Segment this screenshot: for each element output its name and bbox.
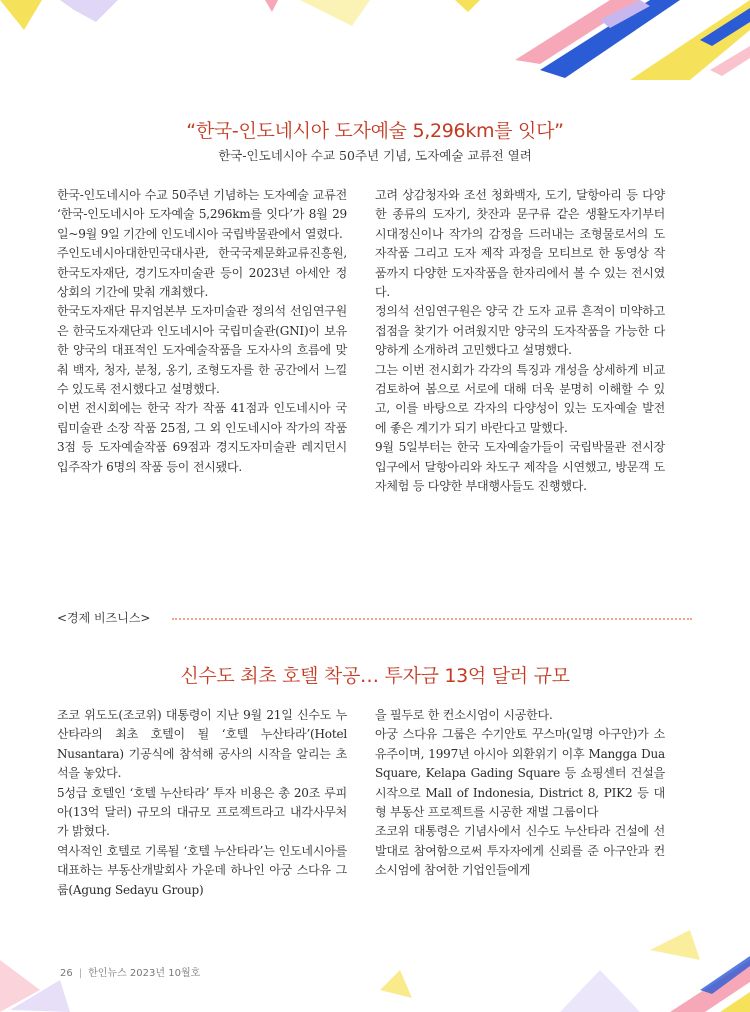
paragraph: 정의석 선임연구원은 양국 간 도자 교류 흔적이 미약하고 접점을 찾기가 어려웠지만 양국의 도자작품을 가능한 다양하게 소개하려 고민했다고 설명했다. (375, 304, 665, 358)
paragraph: 그는 이번 전시회가 각각의 특징과 개성을 상세하게 비교 검토하여 봄으로 서로에 대해 더욱 분명히 이해할 수 있고, 이를 바탕으로 각자의 다양성이 있는 도자예술 발전에 좋은 계기가 되기 바란다고 말했다. (375, 362, 665, 435)
paragraph: 조코위 대통령은 기념사에서 신수도 누산타라 건설에 선발대로 참여함으로써 투자자에게 신뢰를 준 아구안과 컨소시엄에 참여한 기업인들에게 (375, 824, 665, 878)
paragraph: 이번 전시회에는 한국 작가 작품 41점과 인도네시아 국립미술관 소장 작품 25점, 그 외 인도네시아 작가의 작품 3점 등 도자예술작품 69점과 경지도자미술관 레지던시 입주작가 6명의 작품 등이 전시됐다. (57, 401, 347, 474)
article-headline: “한국-인도네시아 도자예술 5,296km를 잇다” (186, 120, 564, 142)
paragraph: 아궁 스다유 그룹은 수기안토 꾸스마(일명 아구안)가 소유주이며, 1997년 아시아 외환위기 이후 Mangga Dua Square, Kelapa Gading Square 등 쇼핑센터 건설을 시작으로 Mall of Indonesia, District 8, PIK2 등 대형 부동산 프로젝트를 시공한 재벌 그룹이다 (375, 727, 665, 820)
paragraph: 한국-인도네시아 수교 50주년 기념하는 도자예술 교류전 ‘한국-인도네시아 도자예술 5,296km를 잇다’가 8월 29일~9월 9일 기간에 인도네시아 국립박물관에서 열렸다. (57, 188, 347, 241)
publication-name: 한인뉴스 2023년 10월호 (88, 968, 201, 979)
paragraph: 5성급 호텔인 ‘호텔 누산타라’ 투자 비용은 총 20조 루피아(13억 달러) 규모의 대규모 프로젝트라고 내각사무처가 밝혔다. (57, 785, 347, 839)
article-left-column (57, 186, 347, 477)
footer-separator: | (78, 968, 83, 979)
paragraph: 조코 위도도(조코위) 대통령이 지난 9월 21일 신수도 누산타라의 최초 호텔이 될 ‘호텔 누산타라’(Hotel Nusantara) 기공식에 참석해 공사의 시작을 알리는 초석을 놓았다. (57, 708, 347, 781)
paragraph: 한국도자재단 뮤지엄본부 도자미술관 정의석 선임연구원은 한국도자재단과 인도네시아 국립미술관(GNI)이 보유한 양국의 대표적인 도자예술작품을 도자사의 흐름에 맞춰 백자, 청자, 분청, 옹기, 조형도자를 한 공간에서 느낄 수 있도록 전시했다고 설명했다. (57, 304, 347, 397)
paragraph: 고려 상감청자와 조선 청화백자, 도기, 달항아리 등 다양한 종류의 도자기, 찻잔과 문구류 같은 생활도자기부터 시대정신이나 작가의 감정을 드러내는 조형물로서의 도자작품 그리고 도자 제작 과정을 모티브로 한 동영상 작품까지 다양한 도자작품을 한자리에서 볼 수 있는 전시였다. (375, 188, 665, 300)
paragraph: 을 필두로 한 컨소시엄이 시공한다. (375, 708, 553, 722)
article-right-column (375, 186, 665, 497)
article-subheadline: 한국-인도네시아 수교 50주년 기념, 도자예술 교류전 열려 (218, 148, 532, 163)
page-footer (60, 964, 200, 979)
top-decoration (0, 0, 750, 90)
section-divider (172, 618, 692, 620)
article-right-column (375, 706, 665, 881)
article-left-column (57, 706, 347, 900)
section-label: <경제 비즈니스> (57, 611, 151, 625)
page-number: 26 (60, 968, 73, 979)
paragraph: 주인도네시아대한민국대사관, 한국국제문화교류진흥원, 한국도자재단, 경기도자미술관 등이 2023년 아세안 정상회의 기간에 맞춰 개최했다. (57, 246, 347, 300)
paragraph: 9월 5일부터는 한국 도자예술가들이 국립박물관 전시장 입구에서 달항아리와 차도구 제작을 시연했고, 방문객 도자체험 등 다양한 부대행사들도 진행했다. (375, 440, 665, 494)
article-headline: 신수도 최초 호텔 착공… 투자금 13억 달러 규모 (180, 665, 570, 687)
paragraph: 역사적인 호텔로 기록될 ‘호텔 누산타라’는 인도네시아를 대표하는 부동산개발회사 가운데 하나인 아궁 스다유 그룹(Agung Sedayu Group) (57, 843, 347, 897)
